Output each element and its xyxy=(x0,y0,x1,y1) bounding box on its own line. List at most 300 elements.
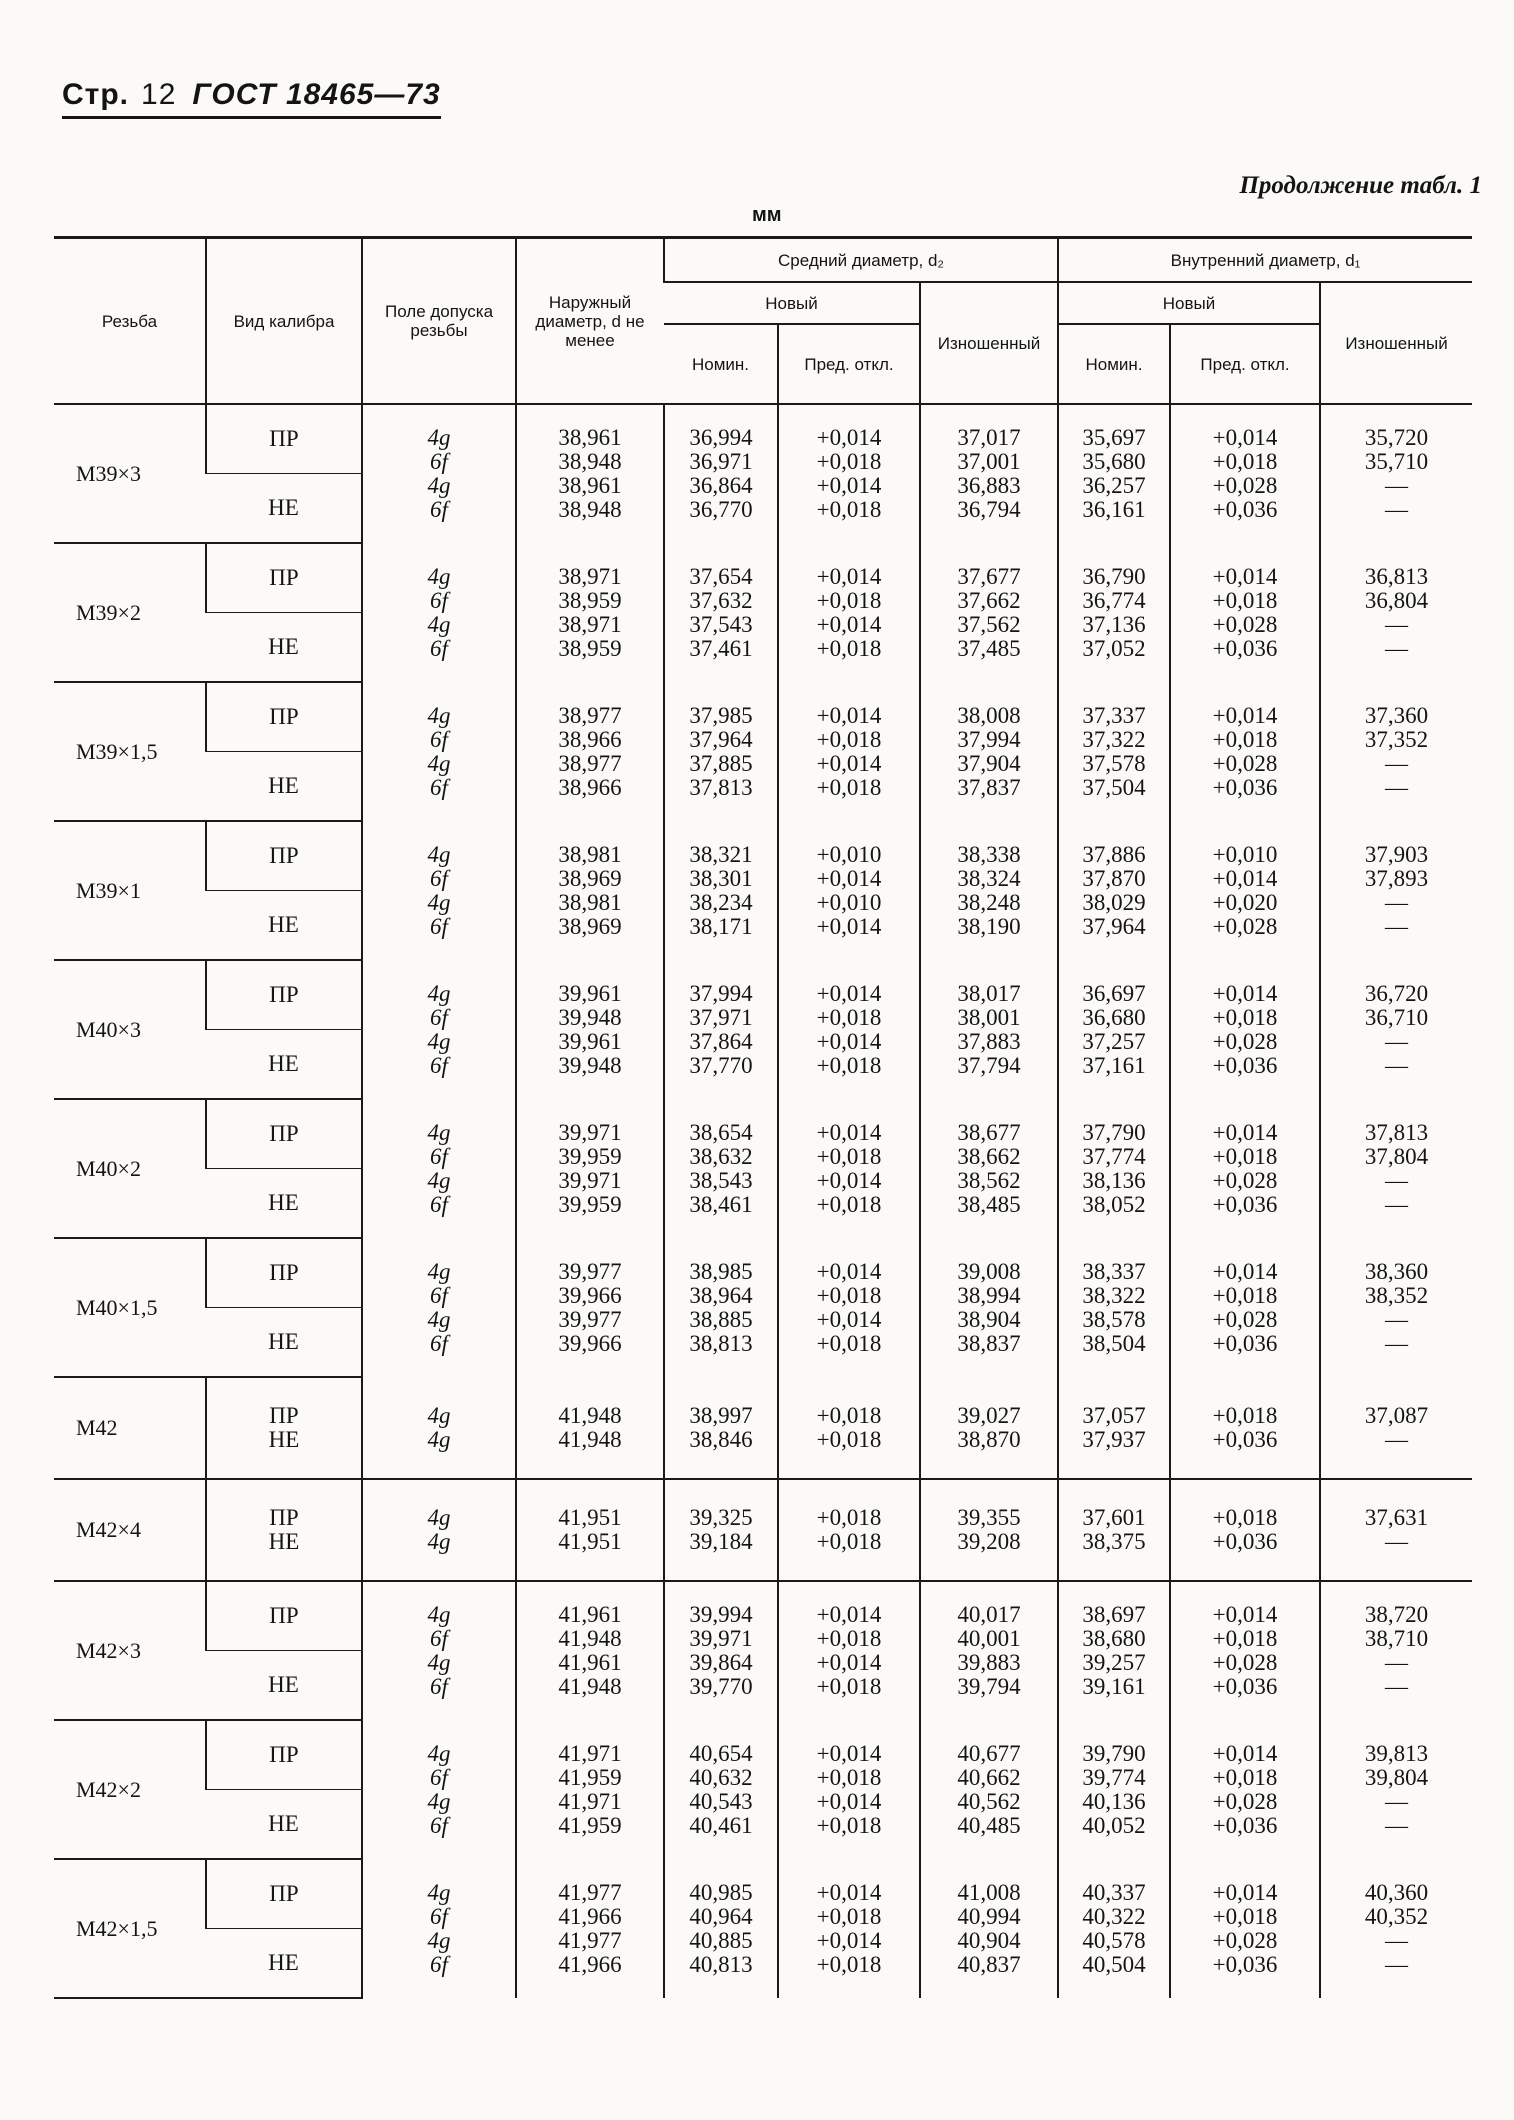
outer-diameter-cell xyxy=(516,543,664,682)
value: +0,018 xyxy=(816,497,882,522)
value: 38,337 xyxy=(1082,1258,1146,1284)
pitch-nominal-cell xyxy=(664,1479,778,1581)
tolerance-field-cell xyxy=(362,1099,516,1238)
value: +0,010 xyxy=(816,889,882,915)
col-pitch-diameter: Средний диаметр, d₂ xyxy=(664,238,1058,283)
value: +0,018 xyxy=(816,1426,882,1452)
value: 6f xyxy=(430,774,448,800)
value: 37,562 xyxy=(957,611,1021,637)
value: 36,794 xyxy=(957,497,1021,522)
value: 37,904 xyxy=(957,750,1021,776)
value: +0,014 xyxy=(816,563,882,589)
value: 6f xyxy=(430,865,448,891)
col-outer-diameter: Наружный диаметр, d не менее xyxy=(516,238,664,405)
value: +0,010 xyxy=(816,841,882,867)
value: 6f xyxy=(430,1812,448,1838)
value: 39,355 xyxy=(957,1505,1021,1530)
value: 38,461 xyxy=(689,1191,753,1217)
thread-cell: M42×2 xyxy=(54,1720,206,1859)
value: 6f xyxy=(430,587,448,613)
value: +0,018 xyxy=(816,1626,882,1651)
value: 4g xyxy=(427,1402,451,1428)
value: 39,971 xyxy=(689,1626,753,1651)
gauge-pr-cell: ПР xyxy=(206,1720,362,1790)
value: — xyxy=(1385,913,1409,939)
value: 37,352 xyxy=(1364,726,1429,752)
gauge-ne-cell: НЕ xyxy=(206,891,362,961)
table-row xyxy=(54,1859,1472,1929)
value: +0,014 xyxy=(816,1028,882,1054)
value: 38,632 xyxy=(689,1143,753,1169)
value: +0,018 xyxy=(816,1951,882,1977)
tolerance-field-cell xyxy=(362,1581,516,1720)
value: +0,018 xyxy=(1212,1402,1278,1428)
pitch-deviation-cell xyxy=(778,543,920,682)
value: +0,014 xyxy=(816,1927,882,1953)
table-row xyxy=(54,404,1472,474)
pitch-nominal-cell xyxy=(664,1377,778,1479)
value: 40,485 xyxy=(957,1812,1021,1838)
outer-diameter-cell xyxy=(516,1238,664,1377)
value: 4g xyxy=(427,1426,451,1452)
value: 41,948 xyxy=(558,1674,622,1699)
col-pitch-deviation: Пред. откл. xyxy=(778,324,920,404)
value: +0,014 xyxy=(816,1602,882,1627)
pitch-worn-cell xyxy=(920,1377,1058,1479)
value: +0,014 xyxy=(816,1879,882,1905)
value: 37,794 xyxy=(957,1052,1021,1078)
value: — xyxy=(1385,497,1409,522)
value: 39,977 xyxy=(558,1306,622,1332)
value: 37,870 xyxy=(1082,865,1146,891)
inner-worn-cell xyxy=(1320,1238,1472,1377)
value: +0,014 xyxy=(816,980,882,1006)
value: НЕ xyxy=(268,1529,300,1554)
thread-cell: M39×1,5 xyxy=(54,682,206,821)
value: 37,864 xyxy=(689,1028,753,1054)
value: 37,886 xyxy=(1082,841,1146,867)
value: +0,018 xyxy=(816,726,882,752)
gauge-pr-cell: ПР xyxy=(206,404,362,474)
value: +0,028 xyxy=(1212,1306,1278,1332)
value: 40,578 xyxy=(1082,1927,1146,1953)
pitch-deviation-cell xyxy=(778,1720,920,1859)
value: 39,027 xyxy=(957,1402,1021,1428)
value: +0,036 xyxy=(1212,1330,1278,1356)
value: +0,018 xyxy=(816,1191,882,1217)
value: — xyxy=(1385,1330,1409,1356)
pitch-worn-cell xyxy=(920,1238,1058,1377)
value: — xyxy=(1385,611,1409,637)
value: 4g xyxy=(427,1602,451,1627)
gauge-pr-cell: ПР xyxy=(206,960,362,1030)
inner-deviation-cell xyxy=(1170,1099,1320,1238)
value: 37,994 xyxy=(957,726,1021,752)
thread-cell: M39×1 xyxy=(54,821,206,960)
tolerance-field-cell xyxy=(362,821,516,960)
value: 39,971 xyxy=(558,1119,622,1145)
col-thread: Резьба xyxy=(54,238,206,405)
value: 40,677 xyxy=(957,1740,1021,1766)
tolerance-field-cell xyxy=(362,1720,516,1859)
col-tolerance-field: Поле допуска резьбы xyxy=(362,238,516,405)
value: 37,322 xyxy=(1082,726,1146,752)
value: 38,562 xyxy=(957,1167,1021,1193)
value: 37,017 xyxy=(957,425,1021,450)
table-row xyxy=(54,1479,1472,1581)
outer-diameter-cell xyxy=(516,1581,664,1720)
pitch-deviation-cell xyxy=(778,960,920,1099)
value: 6f xyxy=(430,913,448,939)
value: 41,948 xyxy=(558,1402,622,1428)
value: 37,971 xyxy=(689,1004,753,1030)
inner-nominal-cell xyxy=(1058,1099,1170,1238)
value: 41,948 xyxy=(558,1426,622,1452)
value: 4g xyxy=(427,1258,451,1284)
gauge-pr-cell: ПР xyxy=(206,682,362,752)
value: +0,028 xyxy=(1212,750,1278,776)
pitch-deviation-cell xyxy=(778,1238,920,1377)
value: — xyxy=(1385,1306,1409,1332)
tolerance-field-cell xyxy=(362,1859,516,1998)
value: +0,036 xyxy=(1212,1529,1278,1554)
value: 39,804 xyxy=(1364,1764,1429,1790)
value: +0,018 xyxy=(1212,1903,1278,1929)
value: 37,543 xyxy=(689,611,753,637)
value: 38,971 xyxy=(558,611,622,637)
value: 37,813 xyxy=(1364,1119,1429,1145)
outer-diameter-cell xyxy=(516,1859,664,1998)
value: 37,360 xyxy=(1364,702,1429,728)
value: — xyxy=(1385,1426,1409,1452)
value: 40,654 xyxy=(689,1740,753,1766)
pitch-worn-cell xyxy=(920,404,1058,543)
value: 38,948 xyxy=(558,497,622,522)
value: +0,014 xyxy=(1212,1258,1278,1284)
gauge-pr-cell: ПР xyxy=(206,821,362,891)
pitch-nominal-cell xyxy=(664,821,778,960)
gauge-ne-cell: НЕ xyxy=(206,1169,362,1239)
value: 41,951 xyxy=(558,1529,622,1554)
value: 38,959 xyxy=(558,587,622,613)
value: — xyxy=(1385,889,1409,915)
value: +0,014 xyxy=(816,1740,882,1766)
table-row xyxy=(54,1377,1472,1479)
value: 36,257 xyxy=(1082,473,1146,498)
value: 39,883 xyxy=(957,1650,1021,1675)
value: 4g xyxy=(427,702,451,728)
inner-nominal-cell xyxy=(1058,1479,1170,1581)
value: 40,001 xyxy=(957,1626,1021,1651)
value: +0,014 xyxy=(1212,980,1278,1006)
inner-nominal-cell xyxy=(1058,1238,1170,1377)
value: 37,883 xyxy=(957,1028,1021,1054)
value: +0,018 xyxy=(1212,726,1278,752)
value: 38,977 xyxy=(558,750,622,776)
value: +0,018 xyxy=(1212,1282,1278,1308)
pitch-nominal-cell xyxy=(664,1238,778,1377)
value: 39,813 xyxy=(1364,1740,1429,1766)
value: — xyxy=(1385,1650,1409,1675)
value: +0,014 xyxy=(1212,1119,1278,1145)
value: +0,018 xyxy=(816,1812,882,1838)
value: 37,136 xyxy=(1082,611,1146,637)
table-row xyxy=(54,821,1472,891)
value: +0,018 xyxy=(816,1903,882,1929)
value: +0,018 xyxy=(816,1764,882,1790)
col-pitch-new: Новый xyxy=(664,282,920,324)
value: 40,562 xyxy=(957,1788,1021,1814)
value: 38,870 xyxy=(957,1426,1021,1452)
table-body xyxy=(54,404,1472,1998)
value: 38,322 xyxy=(1082,1282,1146,1308)
pitch-nominal-cell xyxy=(664,404,778,543)
gauge-pr-cell: ПР xyxy=(206,1859,362,1929)
outer-diameter-cell xyxy=(516,1377,664,1479)
gauge-ne-cell: НЕ xyxy=(206,1030,362,1100)
col-gauge-type: Вид калибра xyxy=(206,238,362,405)
page-label: Стр. xyxy=(62,78,130,111)
value: +0,014 xyxy=(1212,1879,1278,1905)
value: 37,601 xyxy=(1082,1505,1146,1530)
tolerance-field-cell xyxy=(362,1377,516,1479)
value: +0,014 xyxy=(1212,563,1278,589)
thread-cell: M40×1,5 xyxy=(54,1238,206,1377)
gauge-pr-cell: ПР xyxy=(206,1238,362,1308)
col-inner-deviation: Пред. откл. xyxy=(1170,324,1320,404)
value: 4g xyxy=(427,1028,451,1054)
value: 4g xyxy=(427,1306,451,1332)
value: 36,790 xyxy=(1082,563,1146,589)
pitch-deviation-cell xyxy=(778,1479,920,1581)
value: 37,257 xyxy=(1082,1028,1146,1054)
value: 41,948 xyxy=(558,1626,622,1651)
value: +0,036 xyxy=(1212,497,1278,522)
value: 39,184 xyxy=(689,1529,753,1554)
gauge-pr-cell: ПР xyxy=(206,1099,362,1169)
thread-cell: M42 xyxy=(54,1377,206,1479)
value: 37,893 xyxy=(1364,865,1429,891)
value: 4g xyxy=(427,1119,451,1145)
value: 40,322 xyxy=(1082,1903,1146,1929)
value: 38,837 xyxy=(957,1330,1021,1356)
pitch-deviation-cell xyxy=(778,1377,920,1479)
value: 36,804 xyxy=(1364,587,1429,613)
value: +0,020 xyxy=(1212,889,1278,915)
inner-nominal-cell xyxy=(1058,821,1170,960)
value: +0,018 xyxy=(816,1052,882,1078)
value: 38,904 xyxy=(957,1306,1021,1332)
value: 36,161 xyxy=(1082,497,1146,522)
inner-worn-cell xyxy=(1320,543,1472,682)
inner-deviation-cell xyxy=(1170,1720,1320,1859)
thread-cell: M40×3 xyxy=(54,960,206,1099)
value: +0,014 xyxy=(1212,1740,1278,1766)
value: +0,014 xyxy=(1212,865,1278,891)
value: +0,018 xyxy=(816,635,882,661)
thread-cell: M39×2 xyxy=(54,543,206,682)
value: +0,014 xyxy=(816,865,882,891)
value: +0,018 xyxy=(1212,449,1278,474)
table-row xyxy=(54,1238,1472,1308)
value: 36,720 xyxy=(1364,980,1429,1006)
value: 4g xyxy=(427,425,451,450)
value: +0,014 xyxy=(1212,425,1278,450)
value: 6f xyxy=(430,1282,448,1308)
inner-nominal-cell xyxy=(1058,543,1170,682)
pitch-worn-cell xyxy=(920,1859,1058,1998)
value: 37,337 xyxy=(1082,702,1146,728)
pitch-nominal-cell xyxy=(664,1099,778,1238)
value: 38,961 xyxy=(558,425,622,450)
value: 39,794 xyxy=(957,1674,1021,1699)
value: +0,018 xyxy=(816,587,882,613)
value: +0,014 xyxy=(816,1306,882,1332)
gauge-ne-cell: НЕ xyxy=(206,613,362,683)
value: 38,966 xyxy=(558,774,622,800)
value: 39,994 xyxy=(689,1602,753,1627)
value: 38,977 xyxy=(558,702,622,728)
pitch-worn-cell xyxy=(920,1479,1058,1581)
thread-cell: M42×4 xyxy=(54,1479,206,1581)
value: 6f xyxy=(430,1330,448,1356)
value: 38,710 xyxy=(1364,1626,1429,1651)
value: 4g xyxy=(427,1167,451,1193)
value: 4g xyxy=(427,1740,451,1766)
value: 38,352 xyxy=(1364,1282,1429,1308)
table-row xyxy=(54,1581,1472,1651)
value: +0,018 xyxy=(816,1674,882,1699)
value: 38,324 xyxy=(957,865,1021,891)
value: 4g xyxy=(427,1505,451,1530)
inner-nominal-cell xyxy=(1058,1581,1170,1720)
value: 6f xyxy=(430,1764,448,1790)
inner-worn-cell xyxy=(1320,1479,1472,1581)
inner-deviation-cell xyxy=(1170,960,1320,1099)
value: 6f xyxy=(430,1951,448,1977)
value: 38,964 xyxy=(689,1282,753,1308)
value: 37,001 xyxy=(957,449,1021,474)
pitch-worn-cell xyxy=(920,1099,1058,1238)
thread-cell: M39×3 xyxy=(54,404,206,543)
value: 4g xyxy=(427,980,451,1006)
value: 6f xyxy=(430,1674,448,1699)
value: — xyxy=(1385,750,1409,776)
thread-cell: M40×2 xyxy=(54,1099,206,1238)
value: 6f xyxy=(430,1143,448,1169)
value: +0,018 xyxy=(816,1330,882,1356)
value: +0,018 xyxy=(816,1505,882,1530)
inner-worn-cell xyxy=(1320,682,1472,821)
value: +0,018 xyxy=(816,1402,882,1428)
value: +0,036 xyxy=(1212,1426,1278,1452)
outer-diameter-cell xyxy=(516,682,664,821)
value: 38,190 xyxy=(957,913,1021,939)
value: 6f xyxy=(430,1626,448,1651)
value: 38,846 xyxy=(689,1426,753,1452)
value: 36,994 xyxy=(689,425,753,450)
value: 38,338 xyxy=(957,841,1021,867)
value: 40,904 xyxy=(957,1927,1021,1953)
table-row xyxy=(54,543,1472,613)
inner-deviation-cell xyxy=(1170,821,1320,960)
pitch-nominal-cell xyxy=(664,1720,778,1859)
inner-worn-cell xyxy=(1320,1099,1472,1238)
value: 39,966 xyxy=(558,1330,622,1356)
value: 38,017 xyxy=(957,980,1021,1006)
value: +0,014 xyxy=(816,1258,882,1284)
value: — xyxy=(1385,473,1409,498)
value: 39,948 xyxy=(558,1052,622,1078)
value: 41,966 xyxy=(558,1951,622,1977)
pitch-deviation-cell xyxy=(778,682,920,821)
value: 40,662 xyxy=(957,1764,1021,1790)
inner-worn-cell xyxy=(1320,1720,1472,1859)
value: +0,018 xyxy=(816,1529,882,1554)
tolerance-field-cell xyxy=(362,960,516,1099)
value: +0,014 xyxy=(816,1167,882,1193)
value: +0,018 xyxy=(1212,1764,1278,1790)
value: 38,961 xyxy=(558,473,622,498)
value: 6f xyxy=(430,1052,448,1078)
value: 37,461 xyxy=(689,635,753,661)
value: 36,971 xyxy=(689,449,753,474)
value: +0,014 xyxy=(816,913,882,939)
gauge-pr-cell: ПР xyxy=(206,1581,362,1651)
value: 38,360 xyxy=(1364,1258,1429,1284)
value: 38,008 xyxy=(957,702,1021,728)
value: +0,018 xyxy=(816,1282,882,1308)
value: 41,977 xyxy=(558,1879,622,1905)
outer-diameter-cell xyxy=(516,1479,664,1581)
gauge-ne-cell: НЕ xyxy=(206,474,362,544)
value: 38,029 xyxy=(1082,889,1146,915)
value: 39,961 xyxy=(558,1028,622,1054)
value: 6f xyxy=(430,635,448,661)
value: +0,036 xyxy=(1212,1052,1278,1078)
value: 6f xyxy=(430,726,448,752)
value: 40,360 xyxy=(1364,1879,1429,1905)
value: +0,014 xyxy=(816,473,882,498)
value: 41,959 xyxy=(558,1812,622,1838)
value: 37,631 xyxy=(1364,1505,1429,1530)
value: +0,018 xyxy=(816,1143,882,1169)
value: 38,981 xyxy=(558,889,622,915)
value: 37,578 xyxy=(1082,750,1146,776)
inner-worn-cell xyxy=(1320,1859,1472,1998)
value: 38,136 xyxy=(1082,1167,1146,1193)
value: 37,804 xyxy=(1364,1143,1429,1169)
value: 36,697 xyxy=(1082,980,1146,1006)
value: 38,966 xyxy=(558,726,622,752)
inner-nominal-cell xyxy=(1058,1720,1170,1859)
value: +0,028 xyxy=(1212,1167,1278,1193)
pitch-deviation-cell xyxy=(778,1581,920,1720)
value: 40,964 xyxy=(689,1903,753,1929)
gauge-ne-cell: НЕ xyxy=(206,1308,362,1378)
value: 36,813 xyxy=(1364,563,1429,589)
outer-diameter-cell xyxy=(516,960,664,1099)
value: — xyxy=(1385,1927,1409,1953)
outer-diameter-cell xyxy=(516,821,664,960)
value: 38,052 xyxy=(1082,1191,1146,1217)
value: 39,161 xyxy=(1082,1674,1146,1699)
value: НЕ xyxy=(268,1427,300,1452)
value: 4g xyxy=(427,473,451,498)
value: 38,301 xyxy=(689,865,753,891)
inner-worn-cell xyxy=(1320,821,1472,960)
pitch-deviation-cell xyxy=(778,404,920,543)
